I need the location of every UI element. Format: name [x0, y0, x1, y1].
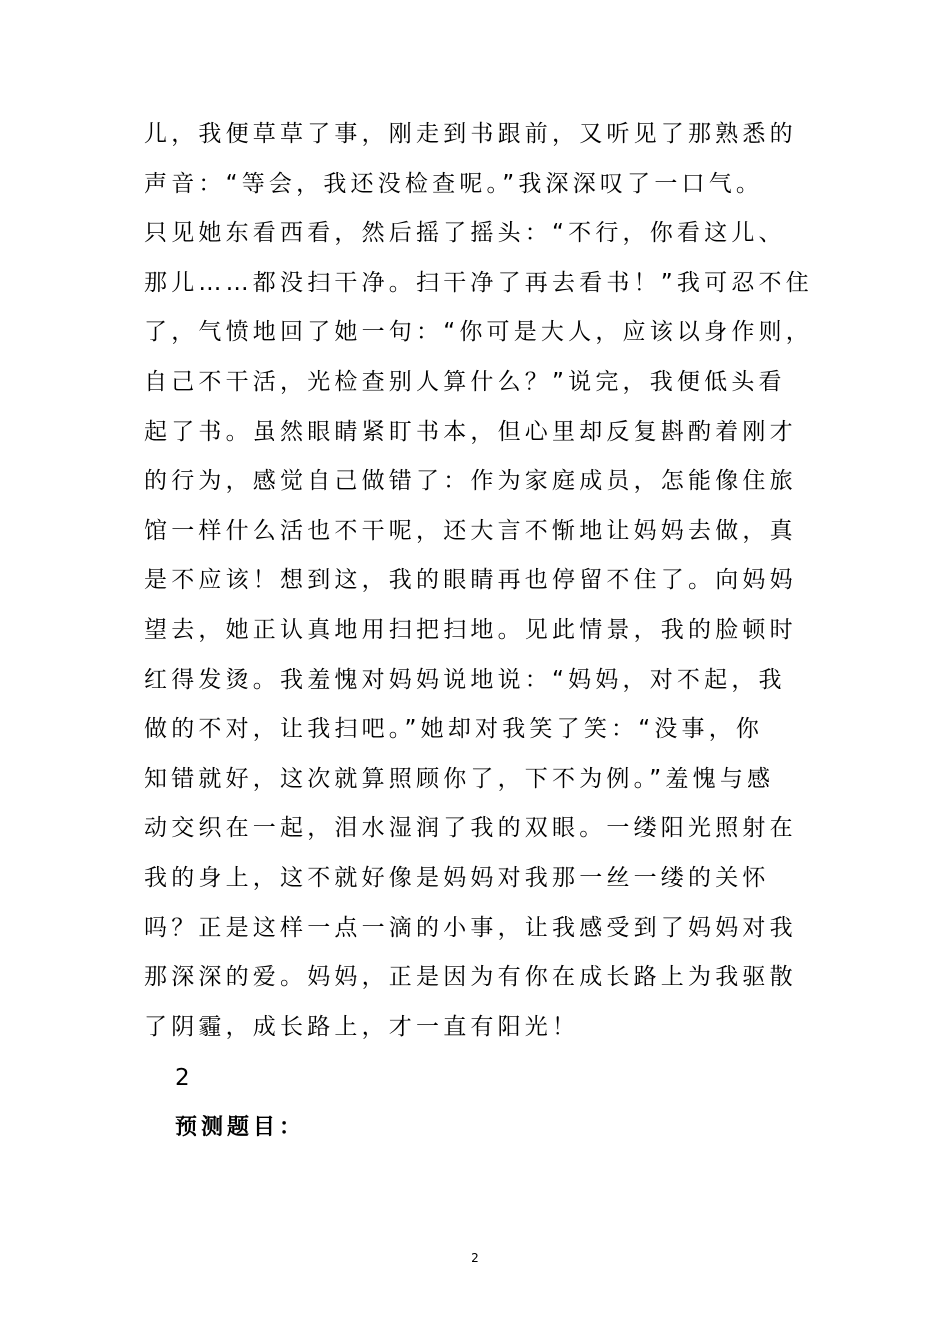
text-line: 了，气愤地回了她一句：“你可是大人，应该以身作则，	[144, 319, 813, 346]
text-line: 那深深的爱。妈妈，正是因为有你在成长路上为我驱散	[144, 964, 797, 991]
text-line: 儿，我便草草了事，刚走到书跟前，又听见了那熟悉的	[144, 121, 797, 147]
text-line: 了阴霾，成长路上，才一直有阳光！	[144, 1013, 580, 1040]
text-line: 的行为，感觉自己做错了：作为家庭成员，怎能像住旅	[144, 468, 797, 495]
section-number: 2	[175, 1065, 190, 1091]
essay-body	[144, 110, 844, 1052]
text-line: 望去，她正认真地用扫把扫地。见此情景，我的脸顿时	[144, 616, 797, 643]
text-line: 声音：“等会，我还没检查呢。”我深深叹了一口气。	[144, 170, 764, 197]
text-line: 我的身上，这不就好像是妈妈对我那一丝一缕的关怀	[144, 864, 770, 891]
text-line: 动交织在一起，泪水湿润了我的双眼。一缕阳光照射在	[144, 815, 797, 842]
text-line: 只见她东看西看，然后摇了摇头：“不行，你看这儿、	[144, 220, 786, 247]
text-line: 那儿……都没扫干净。扫干净了再去看书！”我可忍不住	[144, 269, 813, 296]
page-number: 2	[471, 1251, 479, 1265]
text-line: 知错就好，这次就算照顾你了，下不为例。”羞愧与感	[144, 765, 775, 792]
section-heading: 预测题目：	[175, 1115, 306, 1140]
text-line: 做的不对，让我扫吧。”她却对我笑了笑：“没事，你	[144, 716, 764, 743]
text-line: 是不应该！想到这，我的眼睛再也停留不住了。向妈妈	[144, 567, 797, 594]
text-line: 起了书。虽然眼睛紧盯书本，但心里却反复斟酌着刚才	[144, 418, 797, 445]
text-line: 馆一样什么活也不干呢，还大言不惭地让妈妈去做，真	[144, 517, 797, 544]
text-line: 红得发烫。我羞愧对妈妈说地说：“妈妈，对不起，我	[144, 666, 786, 693]
text-line: 自己不干活，光检查别人算什么？”说完，我便低头看	[144, 368, 786, 395]
text-line: 吗？正是这样一点一滴的小事，让我感受到了妈妈对我	[144, 914, 797, 941]
